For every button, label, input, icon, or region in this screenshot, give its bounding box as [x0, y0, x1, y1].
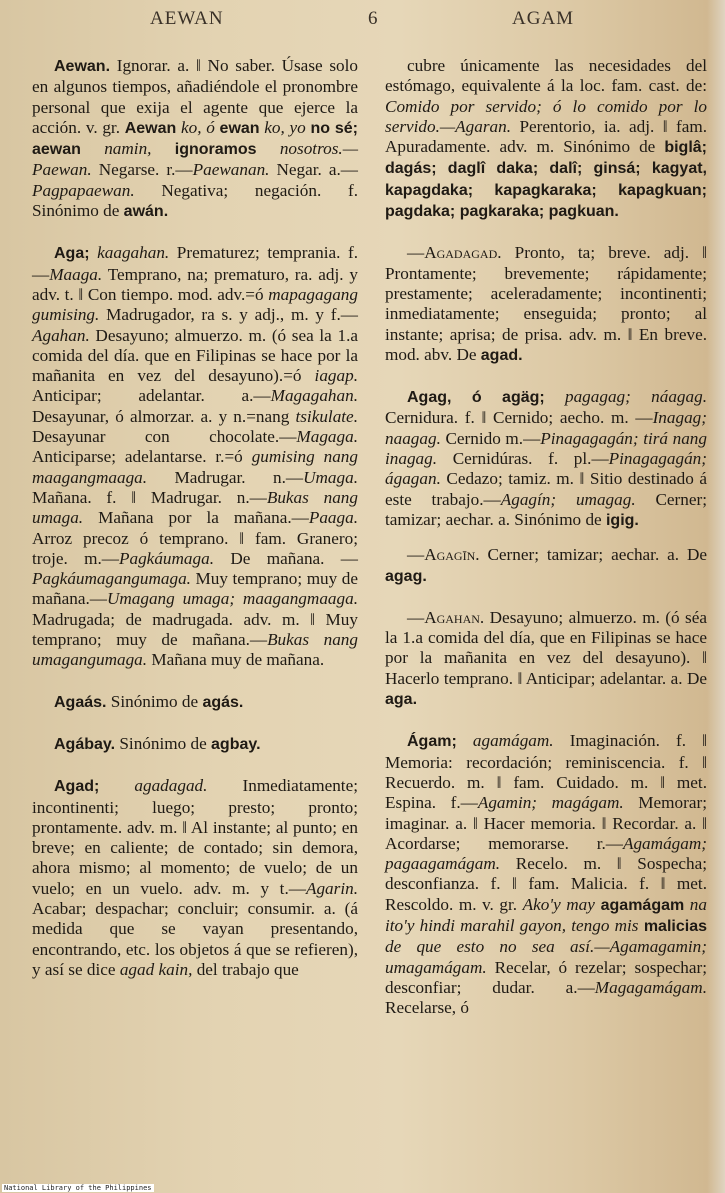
entry-italic-text: Ako'y may [522, 894, 595, 914]
entry-bold-term: agbay. [211, 735, 261, 753]
entry-text: Mañana por la mañana.— [83, 508, 309, 528]
entry-text: Cernidura. f. ‖ Cernido; aecho. m. — [385, 408, 653, 428]
entry-bold-term: Agaás. [54, 693, 107, 711]
entry-italic-text: na ito'y hindi marahil gayon, tengo mis [385, 894, 707, 935]
entry-bold-term: agás. [202, 693, 244, 711]
entry-italic-text: Bukas nang umaga. [32, 487, 358, 528]
entry-italic-text: Paewanan. [192, 160, 270, 180]
entry-bold-term: Agad; [54, 778, 100, 796]
entry-bold-term: biglâ; dagás; daglî daka; dalî; ginsá; kagyat, kapagdaka; kapagkaraka; kapagkuan; pagdaka; pagkaraka; pagkuan. [385, 139, 707, 221]
entry-subheadword: —Agadagad. [407, 243, 502, 263]
entry-italic-text: Umagang umaga; maagangmaaga. [106, 589, 358, 609]
entry-text: Memorar; imaginar. a. ‖ Hacer memoria. ‖ Recordar. a. ‖ Acordarse; memorarse. r.— [385, 793, 707, 853]
entry-italic-text: Comido por servido; ó lo comido por lo servido.—Agaran. [385, 96, 707, 136]
entry-italic-text: Agamin; magágam. [477, 793, 624, 813]
entry-text: Recelar, ó rezelar; sospechar; desconfiar; dudar. a.— [385, 957, 707, 997]
page-edge-shadow [707, 0, 725, 1193]
entry-text: Cedazo; tamiz. m. ‖ Sitio destinado á este trabajo.— [385, 469, 707, 509]
dictionary-entry [385, 545, 707, 587]
entry-text: Pronto, ta; breve. adj. ‖ Prontamente; brevemente; rápidamente; prestamente; aceleradamente; incontinenti; inmediatamente; enseguida; pronto; al instante; aprisa; de prisa. adv. m. ‖ En breve. mod. abv. De [385, 243, 707, 364]
dictionary-entry [385, 56, 707, 222]
entry-bold-term: igig. [605, 511, 639, 529]
dictionary-entry [32, 243, 358, 670]
entry-italic-text: ko, yo [259, 117, 311, 137]
entry-bold-term: agad. [480, 346, 523, 364]
dictionary-entry [32, 734, 358, 755]
entry-bold-term: awán. [123, 203, 169, 221]
entry-italic-text: Pagkáumaga. [119, 548, 214, 568]
entry-text: Negativa; negación. f. Sinónimo de [32, 180, 358, 221]
entry-text: Anticipar; adelantar. a.— [32, 386, 271, 406]
entry-text: Sinónimo de [115, 733, 212, 753]
entry-italic-text: Agagín; umagag. [500, 489, 636, 509]
header-right-guide-word: AGAM [512, 8, 575, 29]
entry-italic-text: agad kain, [119, 959, 193, 979]
entry-text: Recelo. m. ‖ Sospecha; desconfianza. f. ‖ fam. Malicia. f. ‖ met. Rescoldo. m. v. gr. [385, 854, 707, 914]
dictionary-entry [32, 56, 358, 222]
entry-text: Mañana. f. ‖ Madrugar. n.— [32, 487, 267, 507]
entry-text: Prematurez; temprania. f.— [32, 243, 358, 284]
entry-text: Madrugada; de madrugada. adv. m. ‖ Muy temprano; muy de mañana.— [32, 609, 358, 650]
entry-text: Temprano, na; prematuro, ra. adj. y adv. t. ‖ Con tiempo. mod. adv.=ó [32, 264, 358, 304]
entry-italic-text: tsikulate. [295, 406, 358, 426]
entry-italic-text: nosotros.—Paewan. [32, 139, 358, 180]
entry-bold-term: Aewan [124, 119, 177, 137]
entry-text: Desayunar, ó almorzar. a. y n.=nang [32, 406, 296, 426]
entry-italic-text: ko, ó [176, 117, 220, 137]
page-number: 6 [368, 8, 379, 29]
entry-italic-text: Pinagagagán; ágagan. [385, 449, 707, 489]
dictionary-entry [32, 776, 358, 980]
entry-italic-text: de que esto no sea así.—Agamagamin; umagamágam. [385, 937, 707, 977]
entry-italic-text: agamágam. [456, 731, 554, 751]
entry-italic-text: namin, [80, 139, 175, 159]
entry-text: Mañana muy de mañana. [147, 650, 325, 670]
entry-bold-term: ewan [219, 119, 260, 137]
entry-text: Muy temprano; muy de mañana.— [32, 569, 358, 609]
entry-text: Perentorio, ia. adj. ‖ fam. Apuradamente. adv. m. Sinónimo de [385, 116, 707, 157]
footer-credit: National Library of the Philippines [4, 1184, 152, 1192]
entry-italic-text: Umaga. [303, 467, 358, 487]
entry-bold-term: Agag, ó agäg; [407, 389, 545, 407]
entry-bold-term: malicias [638, 917, 707, 935]
entry-text: del trabajo que [192, 959, 299, 979]
entry-italic-text: Bukas nang umagangumaga. [32, 630, 358, 670]
entry-bold-term: aga. [385, 691, 418, 709]
entry-text: Cerner; tamizar; aechar. a. Sinónimo de [385, 489, 707, 529]
entry-bold-term: agamágam [594, 896, 685, 914]
entry-italic-text: gumising nang maagangmaaga. [32, 447, 358, 487]
entry-bold-term: no sé; aewan [32, 119, 358, 159]
entry-italic-text: kaagahan. [89, 243, 170, 263]
entry-text: Imaginación. f. ‖ Memoria: recordación; reminiscencia. f. ‖ Recuerdo. m. ‖ fam. Cuidado. m. ‖ met. Espina. f.— [385, 731, 708, 813]
entry-italic-text: Inagag; naagag. [385, 408, 707, 448]
entry-text: Anticiparse; adelantarse. r.=ó [32, 447, 252, 467]
entry-bold-term: Agábay. [54, 735, 116, 753]
dictionary-entry [385, 608, 707, 710]
entry-text: Cernido m.— [440, 428, 541, 448]
entry-italic-text: Pagkáumagangumaga. [32, 569, 191, 589]
entry-text: Cerner; tamizar; aechar. a. De [479, 545, 707, 565]
entry-text: Cernidúras. f. pl.— [437, 449, 609, 469]
page-header [0, 8, 725, 38]
entry-italic-text: Magaga. [296, 427, 358, 447]
entry-text: Desayuno; almuerzo. m. (ó sea la 1.a comida del día. que en Filipinas se hace por la mañanita en vez del desayuno).=ó [32, 325, 358, 386]
entry-bold-term: Ágam; [407, 733, 457, 751]
entry-text: De mañana. — [214, 548, 358, 568]
entry-text: cubre únicamente las necesidades del estómago, equivalente á la loc. fam. cast. de: [385, 56, 707, 96]
entry-text: Desayuno; almuerzo. m. (ó séa la 1.a comida del día, que en Filipinas se hace por la mañanita en vez del desayuno). ‖ Hacerlo temprano. ‖ Anticipar; adelantar. a. De [385, 607, 707, 688]
entry-text: Inmediatamente; incontinenti; luego; presto; pronto; prontamente. adv. m. ‖ Al instante; al punto; en breve; en caliente; de contado; sin demora, ahora mismo; al momento; de vuelo; de un vuelo; en un vuelo. adv. m. y t.— [32, 776, 358, 898]
entry-italic-text: Paaga. [308, 508, 358, 528]
entry-text: Arroz precoz ó temprano. ‖ fam. Granero; troje. m.— [32, 528, 358, 568]
entry-italic-text: pagagag; náagag. [544, 387, 707, 407]
entry-subheadword: —Agagīn. [407, 545, 480, 565]
entry-text: Madrugador, ra s. y adj., m. y f.— [99, 305, 358, 325]
dictionary-entry [385, 243, 707, 366]
entry-italic-text: Agamágam; pagaagamágam. [385, 833, 707, 874]
entry-bold-term: agag. [385, 567, 427, 585]
entry-bold-term: Aga; [54, 245, 90, 263]
entry-italic-text: Agarin. [305, 878, 358, 898]
entry-text: Sinónimo de [106, 691, 203, 711]
entry-text: Acabar; despachar; concluir; consumir. a. (á medida que se vayan presentando, encontrando, etc. los objetos á que se refieren), y así se dice [32, 898, 358, 979]
right-column [385, 56, 707, 1018]
entry-text: Negar. a.— [269, 160, 358, 180]
entry-text: Madrugar. n.— [147, 467, 304, 487]
entry-italic-text: Magagamágam. [594, 977, 707, 997]
left-column [32, 56, 358, 980]
entry-italic-text: agadagad. [99, 776, 208, 796]
entry-italic-text: Maaga. [49, 264, 103, 284]
dictionary-entry [385, 387, 707, 531]
entry-bold-term: Aewan. [54, 58, 111, 75]
entry-subheadword: —Agahan. [407, 607, 485, 627]
entry-bold-term: ignoramos [174, 141, 257, 159]
entry-italic-text: mapagagang gumising. [32, 284, 358, 325]
header-left-guide-word: AEWAN [150, 8, 224, 29]
dictionary-entry [32, 692, 358, 713]
entry-text: Recelarse, ó [385, 998, 469, 1018]
entry-text: Ignorar. a. ‖ No saber. Úsase solo en algunos tiempos, añadiéndole el pronombre personal que exija el agente que ejerce la acción. v. gr. [32, 56, 358, 137]
entry-text: Negarse. r.— [91, 160, 193, 180]
entry-text: Desayunar con chocolate.— [32, 427, 297, 447]
dictionary-entry [385, 731, 707, 1018]
entry-italic-text: Pinagagagán; tirá nang inagag. [385, 428, 707, 469]
entry-italic-text: iagap. [314, 366, 358, 386]
entry-italic-text: Agahan. [32, 325, 90, 345]
entry-italic-text: Magagahan. [270, 386, 358, 406]
entry-italic-text: Pagpapaewan. [32, 180, 135, 200]
